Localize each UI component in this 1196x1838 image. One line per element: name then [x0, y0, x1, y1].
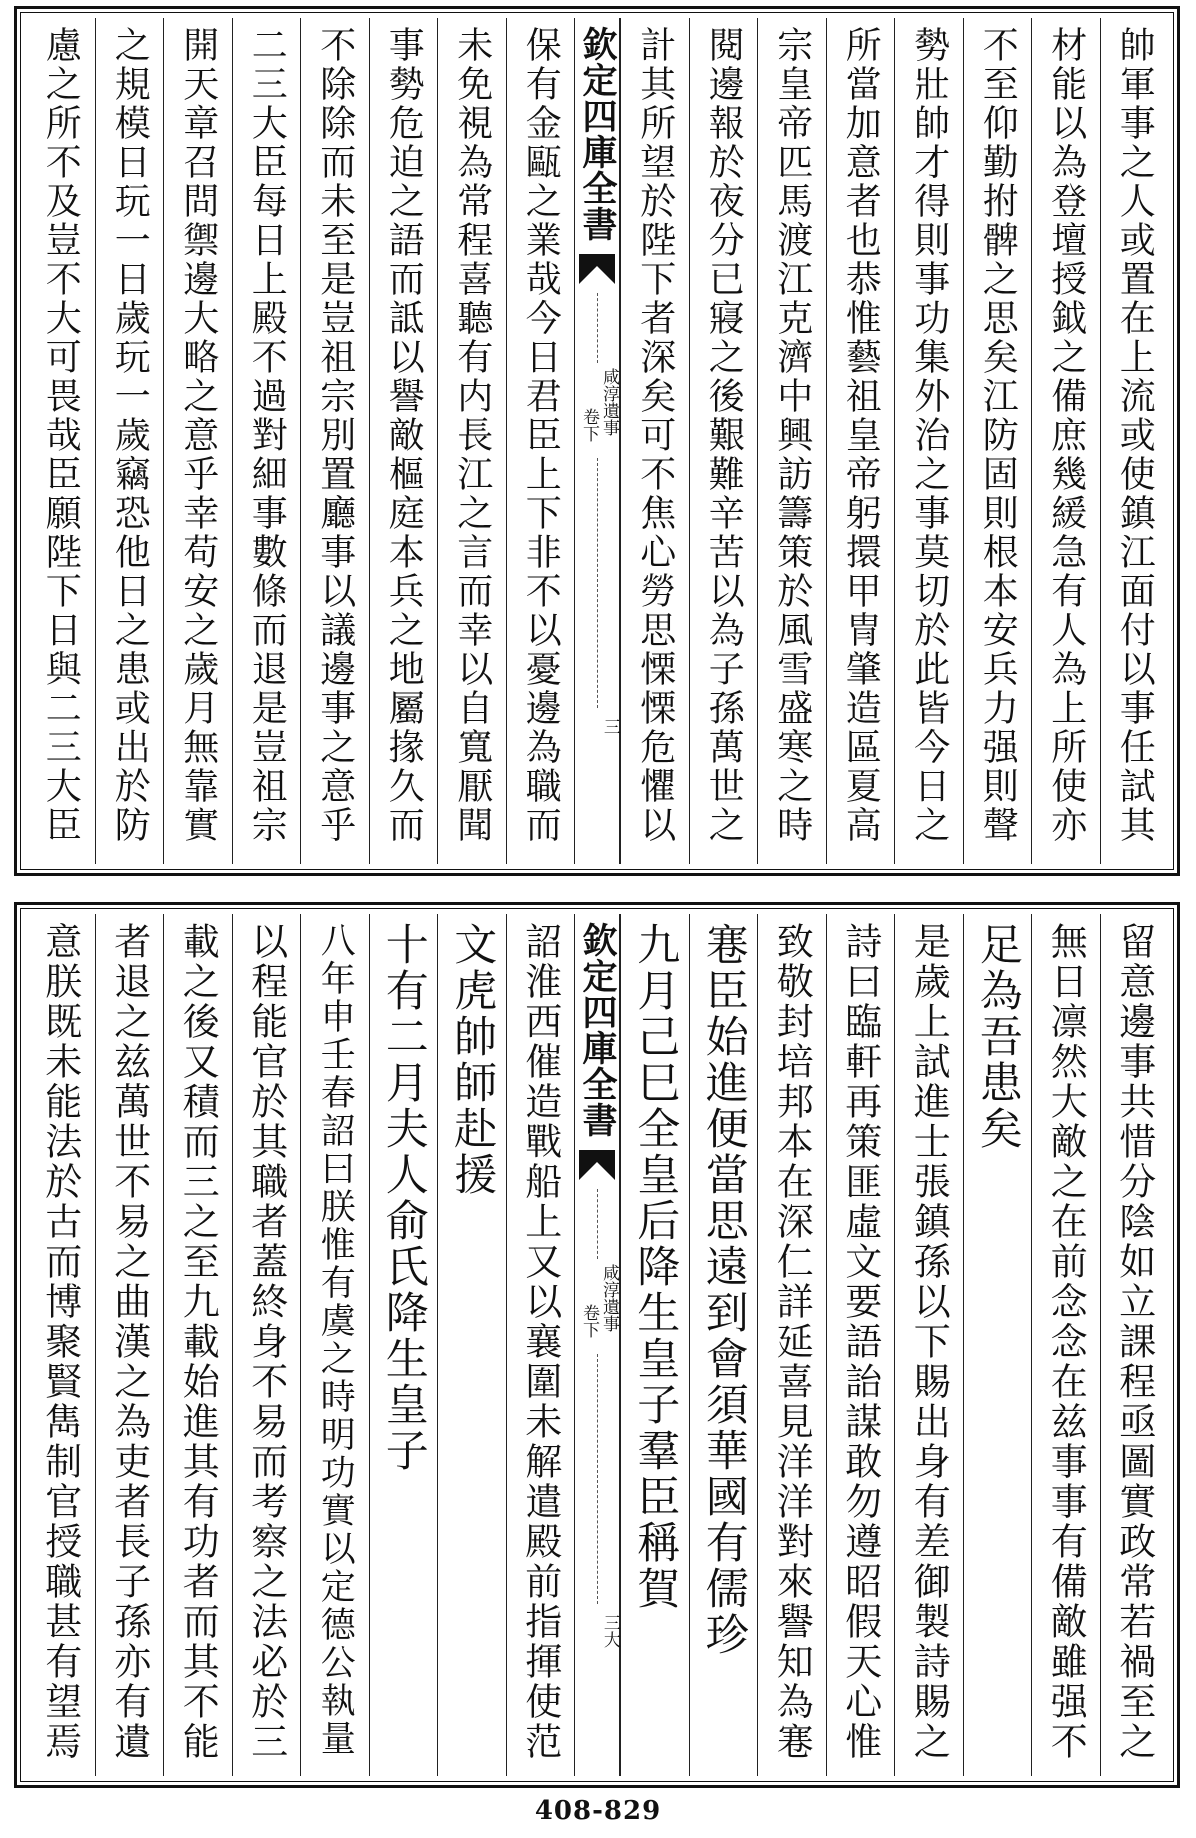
lower-column-text: 詩曰臨軒再策匪虛文要語詒謀敢勿遵昭假天心惟	[838, 922, 882, 1762]
lower-text-column	[369, 914, 438, 1776]
upper-column-text: 材能以為登壇授鉞之備庶幾緩急有人為上所使亦	[1045, 26, 1087, 845]
lower-text-column	[95, 914, 164, 1776]
upper-page-columns	[26, 18, 1168, 864]
upper-text-column	[26, 18, 95, 864]
lower-text-column	[757, 914, 826, 1776]
upper-book-title: 欽定四庫全書	[577, 26, 618, 242]
lower-text-column	[620, 914, 689, 1776]
lower-column-text: 無日凛然大敵之在前念念在兹事事有備敵雖强不	[1044, 922, 1088, 1762]
upper-book-name: 咸淳遺事	[599, 368, 619, 436]
fish-tail-mark-icon	[579, 1150, 615, 1180]
lower-text-column	[963, 914, 1032, 1776]
fold-line	[597, 293, 598, 363]
upper-column-text: 帥軍事之人或置在上流或使鎮江面付以事任試其	[1114, 26, 1156, 845]
lower-volume-label: 卷下	[579, 1304, 599, 1338]
fish-tail-mark-icon	[579, 254, 615, 284]
upper-text-column	[300, 18, 369, 864]
upper-text-column	[826, 18, 895, 864]
lower-text-column	[826, 914, 895, 1776]
upper-column-text: 保有金甌之業哉今日君臣上下非不以憂邊為職而	[520, 26, 562, 845]
fold-line	[597, 458, 598, 708]
upper-text-column	[963, 18, 1032, 864]
upper-volume-label: 卷下	[579, 408, 599, 442]
lower-column-text: 十有二月夫人俞氏降生皇子	[378, 922, 429, 1474]
upper-text-column	[437, 18, 506, 864]
upper-column-text: 勢壯帥才得則事功集外治之事莫切於此皆今日之	[908, 26, 950, 845]
lower-column-text: 詔淮西催造戰船上又以襄圍未解遣殿前指揮使范	[518, 922, 562, 1762]
lower-text-column	[163, 914, 232, 1776]
upper-text-column	[369, 18, 438, 864]
fold-line	[597, 1189, 598, 1259]
lower-text-column	[26, 914, 95, 1776]
lower-text-column	[1031, 914, 1100, 1776]
upper-column-text: 慮之所不及豈不大可畏哉臣願陛下日與二三大臣	[40, 26, 82, 845]
upper-text-column	[1100, 18, 1169, 864]
lower-text-column	[894, 914, 963, 1776]
upper-column-text: 二三大臣每日上殿不過對細事數條而退是豈祖宗	[246, 26, 288, 845]
lower-book-title: 欽定四庫全書	[577, 922, 618, 1138]
upper-column-text: 不除除而未至是豈祖宗別置廳事以議邊事之意乎	[314, 26, 356, 845]
lower-column-text: 以程能官於其職者蓋終身不易而考察之法必於三	[244, 922, 288, 1762]
lower-column-text: 八年申壬春詔曰朕惟有虞之時明功實以定德公執量	[315, 922, 356, 1758]
upper-column-text: 所當加意者也恭惟藝祖皇帝躬擐甲冑肇造區夏高	[840, 26, 882, 845]
lower-text-column	[506, 914, 575, 1776]
lower-text-column	[689, 914, 758, 1776]
lower-book-name: 咸淳遺事	[599, 1264, 619, 1332]
upper-text-column	[163, 18, 232, 864]
page-code: 408-829	[534, 1796, 662, 1826]
upper-text-column	[506, 18, 575, 864]
lower-column-text: 者退之兹萬世不易之曲漢之為吏者長子孫亦有遺	[107, 922, 151, 1762]
lower-column-text: 九月己巳全皇后降生皇子羣臣稱賀	[630, 922, 681, 1612]
lower-page-columns	[26, 914, 1168, 1776]
upper-text-column	[620, 18, 689, 864]
upper-leaf-number: 三	[599, 718, 620, 735]
lower-text-column	[300, 914, 369, 1776]
lower-text-column	[232, 914, 301, 1776]
lower-column-text: 足為吾患矣	[972, 922, 1023, 1152]
upper-column-text: 未免視為常程喜聽有内長江之言而幸以自寬厭聞	[451, 26, 493, 845]
upper-text-column	[689, 18, 758, 864]
upper-column-text: 不至仰勤拊髀之思矣江防固則根本安兵力强則聲	[977, 26, 1019, 845]
lower-column-text: 意朕既未能法於古而博聚賢雋制官授職甚有望焉	[38, 922, 82, 1762]
upper-column-text: 計其所望於陛下者深矣可不焦心勞思慄慄危懼以	[634, 26, 676, 845]
upper-text-column	[1031, 18, 1100, 864]
lower-column-text: 是歲上試進士張鎮孫以下賜出身有差御製詩賜之	[907, 922, 951, 1762]
upper-column-text: 之規模日玩一日歲玩一歲竊恐他日之患或出於防	[109, 26, 151, 845]
upper-text-column	[757, 18, 826, 864]
lower-column-text: 致敬封培邦本在深仁詳延喜見洋洋對來譽知為寋	[770, 922, 814, 1762]
lower-page-frame	[14, 902, 1180, 1788]
lower-center-fold	[574, 914, 620, 1776]
lower-column-text: 載之後又積而三之至九載始進其有功者而其不能	[176, 922, 220, 1762]
upper-column-text: 宗皇帝匹馬渡江克濟中興訪籌策於風雪盛寒之時	[771, 26, 813, 845]
upper-text-column	[232, 18, 301, 864]
upper-text-column	[894, 18, 963, 864]
lower-text-column	[1100, 914, 1169, 1776]
upper-column-text: 開天章召問禦邊大略之意乎幸苟安之歲月無靠實	[177, 26, 219, 845]
lower-leaf-number: 三大	[599, 1614, 620, 1648]
upper-page-frame	[14, 6, 1180, 876]
upper-center-fold	[574, 18, 620, 864]
lower-text-column	[437, 914, 506, 1776]
lower-column-text: 留意邊事共惜分陰如立課程亟圖實政常若禍至之	[1112, 922, 1156, 1762]
upper-column-text: 閱邊報於夜分已寢之後艱難辛苦以為子孫萬世之	[703, 26, 745, 845]
fold-line	[597, 1354, 598, 1604]
lower-column-text: 文虎帥師赴援	[447, 922, 498, 1198]
upper-column-text: 事勢危迫之語而詆以譽敵樞庭本兵之地屬掾久而	[383, 26, 425, 845]
lower-column-text: 寋臣始進便當思遠到會須華國有儒珍	[698, 922, 749, 1658]
upper-text-column	[95, 18, 164, 864]
